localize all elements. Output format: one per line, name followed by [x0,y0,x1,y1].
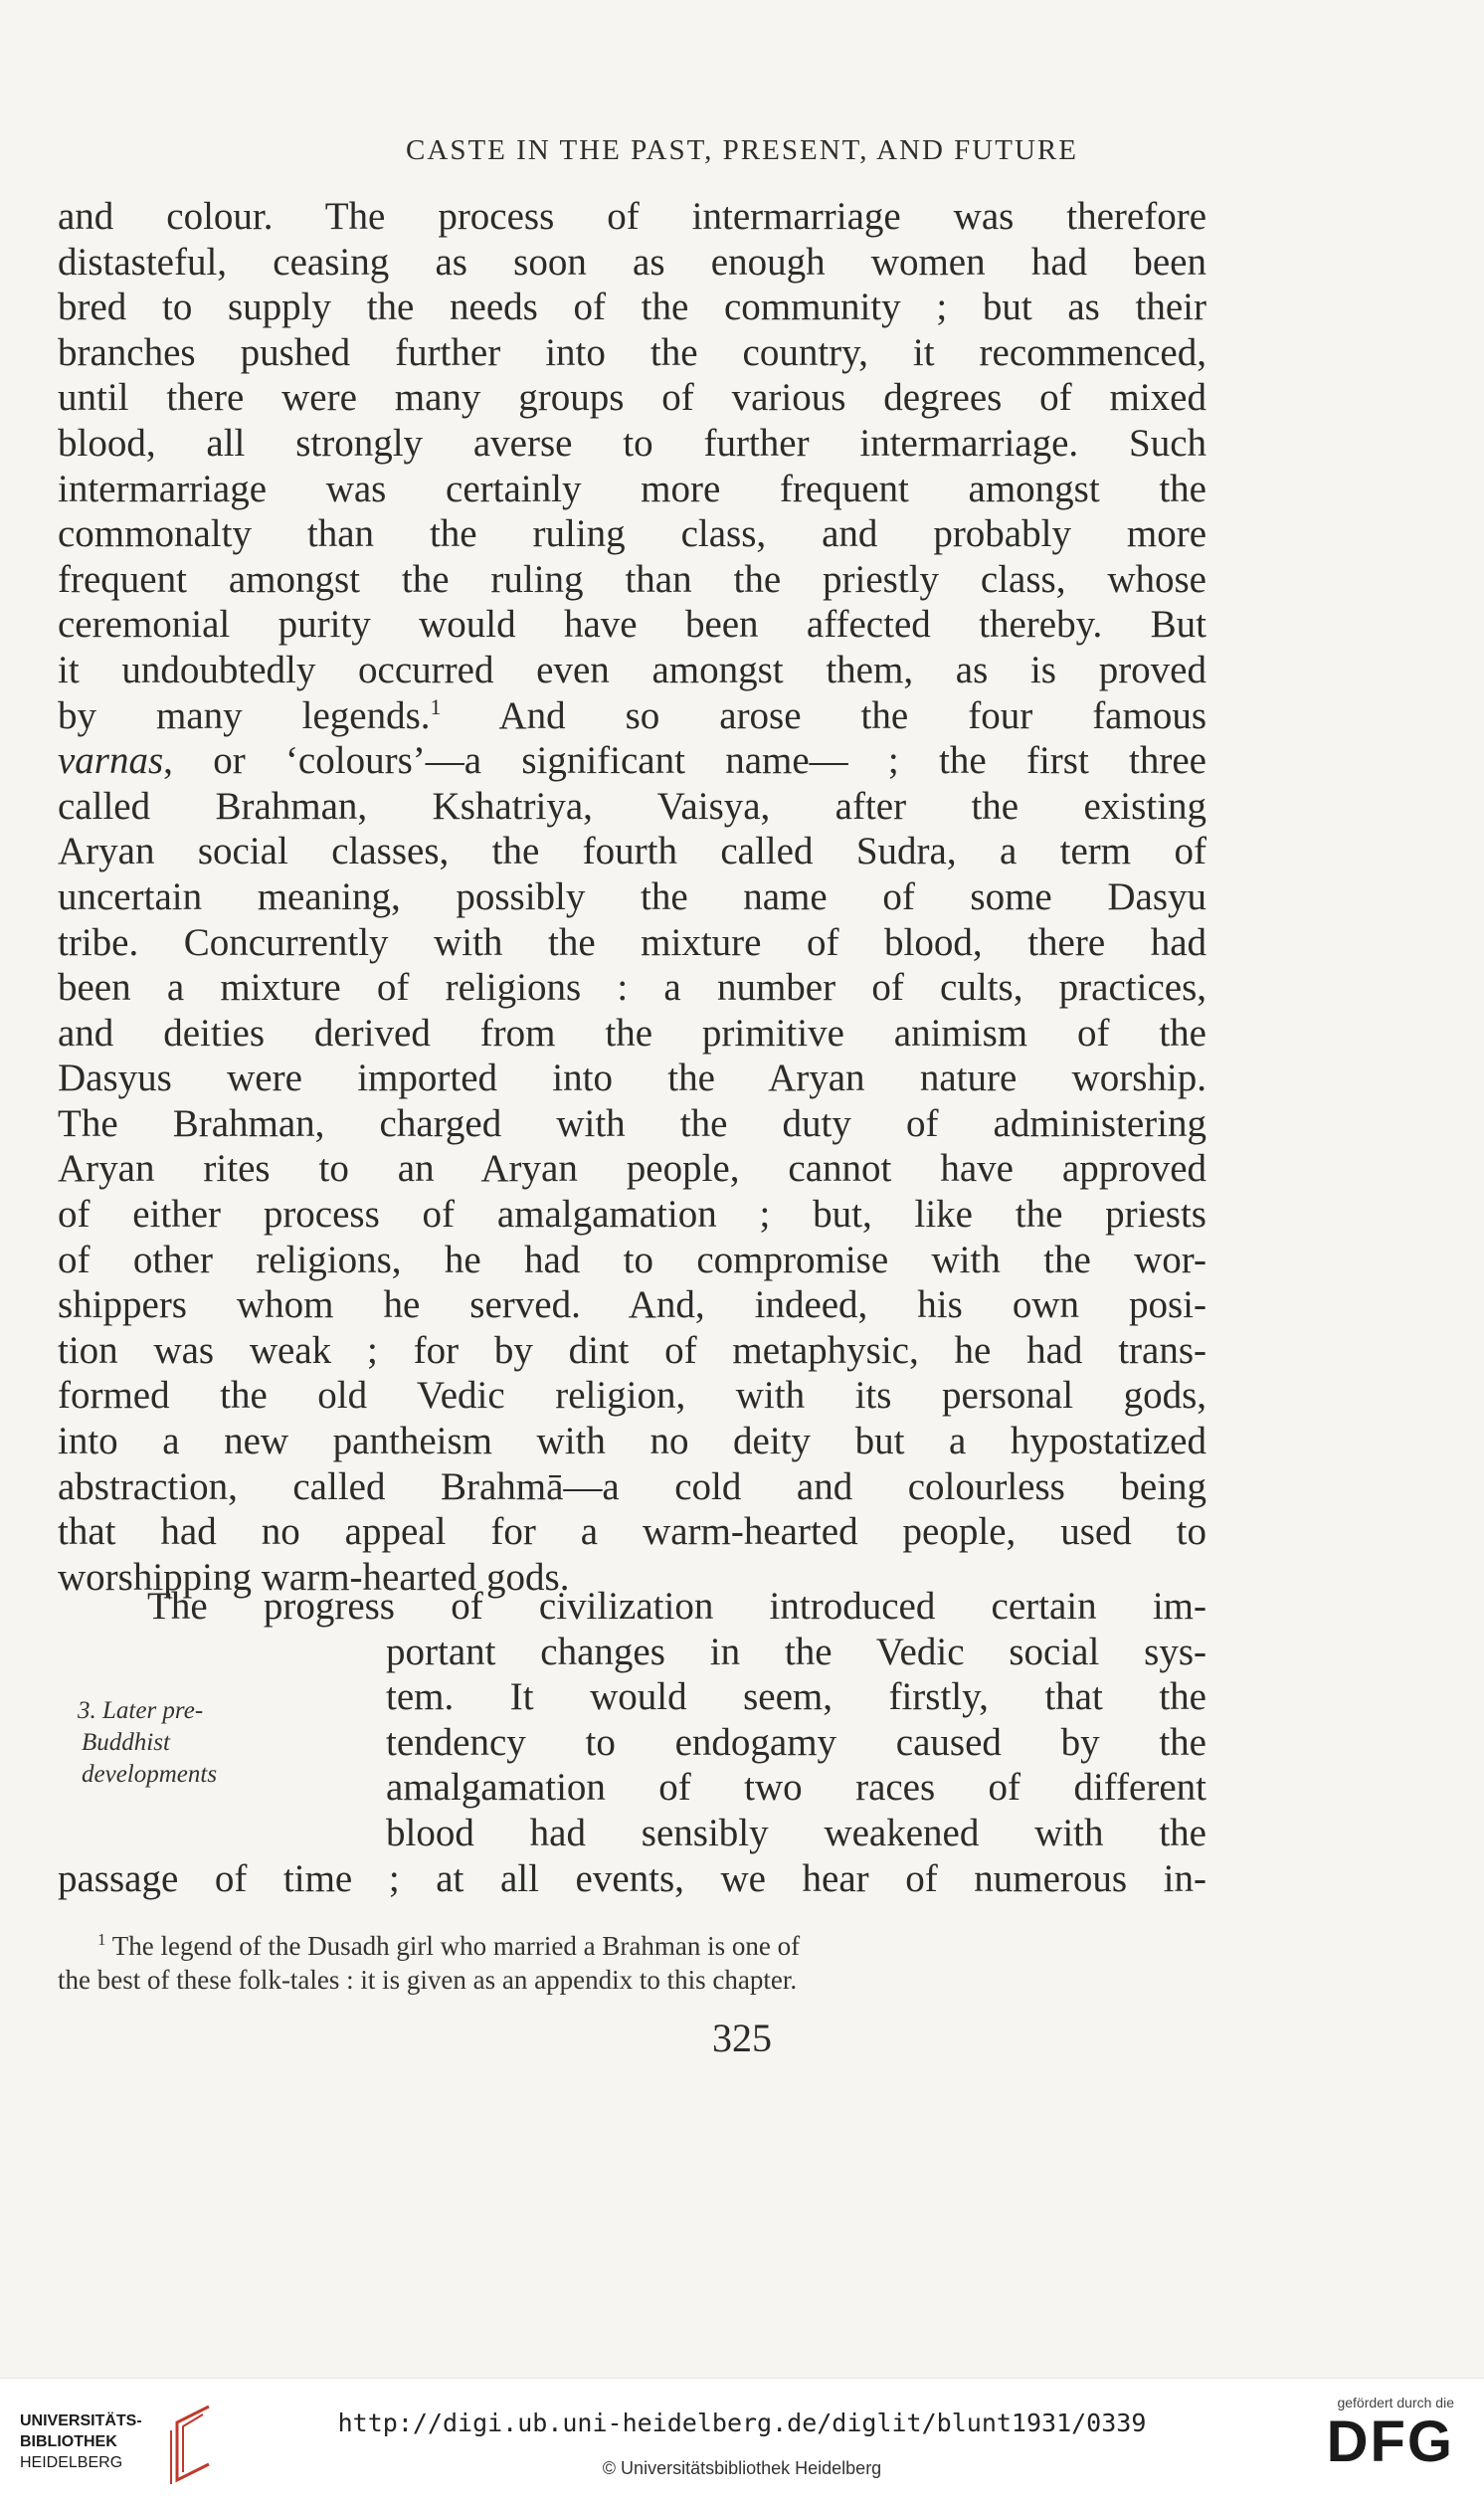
funder-name: DFG [1326,2410,1454,2474]
viewer-footer [0,2378,1484,2506]
text-line: portant changes in the Vedic social sys- [386,1630,1206,1673]
text-line: abstraction, called Brahmā—a cold and colourless being [58,1464,1206,1508]
text-line: Aryan rites to an Aryan people, cannot have approved [58,1147,1206,1191]
text-line: tem. It would seem, firstly, that the [386,1675,1206,1719]
text-line: commonalty than the ruling class, and probably more [58,512,1206,556]
funding-label: gefördert durch die [1337,2395,1454,2410]
permalink[interactable] [0,2409,1484,2437]
marginal-note [78,1695,306,1791]
text-line: blood had sensibly weakened with the [386,1811,1206,1854]
footnote-reference[interactable]: 1 [430,693,442,719]
text-line: amalgamation of two races of different [386,1766,1206,1810]
footnote [58,1923,1251,1997]
copyright-notice: © Universitätsbibliothek Heidelberg [602,2458,882,2478]
text-line: Dasyus were imported into the Aryan nature worship. [58,1057,1206,1100]
footnote-line [58,1923,1251,1963]
text-line: bred to supply the needs of the community ; but as their [58,286,1206,329]
text-line-with-footnote-ref [58,693,1206,739]
page-number: 325 [712,2016,772,2060]
text-line: formed the old Vedic religion, with its personal gods, [58,1374,1206,1418]
text-line: uncertain meaning, possibly the name of some Dasyu [58,874,1206,918]
text-line: until there were many groups of various degrees of mixed [58,376,1206,420]
text-line: that had no appeal for a warm-hearted people, used to [58,1510,1206,1554]
text-line: of other religions, he had to compromise with the wor- [58,1238,1206,1281]
text-line: ceremonial purity would have been affected thereby. But [58,603,1206,647]
text-line: into a new pantheism with no deity but a hypostatized [58,1420,1206,1463]
footnote-marker: 1 [97,1930,106,1949]
funder-logo[interactable] [1305,2395,1454,2474]
footnote-text: The legend of the Dusadh girl who married a Brahman is one of [105,1931,801,1961]
text-line: Aryan social classes, the fourth called Sudra, a term of [58,830,1206,873]
text-line: and colour. The process of intermarriage was therefore [58,195,1206,238]
text-line: varnas, or ‘colours’—a significant name— ; the first three [58,739,1206,783]
text-line: tion was weak ; for by dint of metaphysic, he had trans- [58,1328,1206,1372]
text-line: shippers whom he served. And, indeed, his own posi- [58,1283,1206,1327]
library-name-line: BIBLIOTHEK [20,2433,117,2450]
text-line: and deities derived from the primitive animism of the [58,1011,1206,1055]
text-line: it undoubtedly occurred even amongst them, as is proved [58,648,1206,691]
library-name-line: HEIDELBERG [20,2454,123,2471]
text-line: blood, all strongly averse to further intermarriage. Such [58,421,1206,465]
text-line: worshipping warm-hearted gods. [58,1555,570,1599]
marginal-note-line: developments [82,1761,218,1788]
text-fragment: And so arose the four famous [441,693,1206,737]
text-line: tendency to endogamy caused by the [386,1720,1206,1764]
paragraph-1 [58,194,1206,1600]
italic-term-varnas: varnas [58,739,164,783]
footnote-line: the best of these folk-tales : it is given as an appendix to this chapter. [58,1965,798,1995]
text-fragment: by many legends. [58,693,431,737]
marginal-note-line: Buddhist [82,1729,170,1756]
text-line: tribe. Concurrently with the mixture of blood, there had [58,920,1206,964]
text-line: The progress of civilization introduced certain im- [147,1585,1206,1628]
marginal-note-line: 3. Later pre- [78,1697,204,1724]
library-name-line: UNIVERSITÄTS- [20,2412,142,2429]
running-head: CASTE IN THE PAST, PRESENT, AND FUTURE [406,134,1078,166]
text-line: been a mixture of religions : a number of cults, practices, [58,966,1206,1010]
text-line: branches pushed further into the country, it recommenced, [58,330,1206,374]
text-line: intermarriage was certainly more frequent amongst the [58,467,1206,510]
text-line: distasteful, ceasing as soon as enough women had been [58,240,1206,284]
text-line: frequent amongst the ruling than the priestly class, whose [58,557,1206,601]
permalink-link[interactable]: http://digi.ub.uni-heidelberg.de/diglit/blunt1931/0339 [337,2409,1147,2437]
text-line: called Brahman, Kshatriya, Vaisya, after the existing [58,784,1206,828]
text-line: The Brahman, charged with the duty of administering [58,1101,1206,1145]
text-line: passage of time ; at all events, we hear of numerous in- [58,1856,1206,1900]
text-line: of either process of amalgamation ; but, like the priests [58,1193,1206,1237]
